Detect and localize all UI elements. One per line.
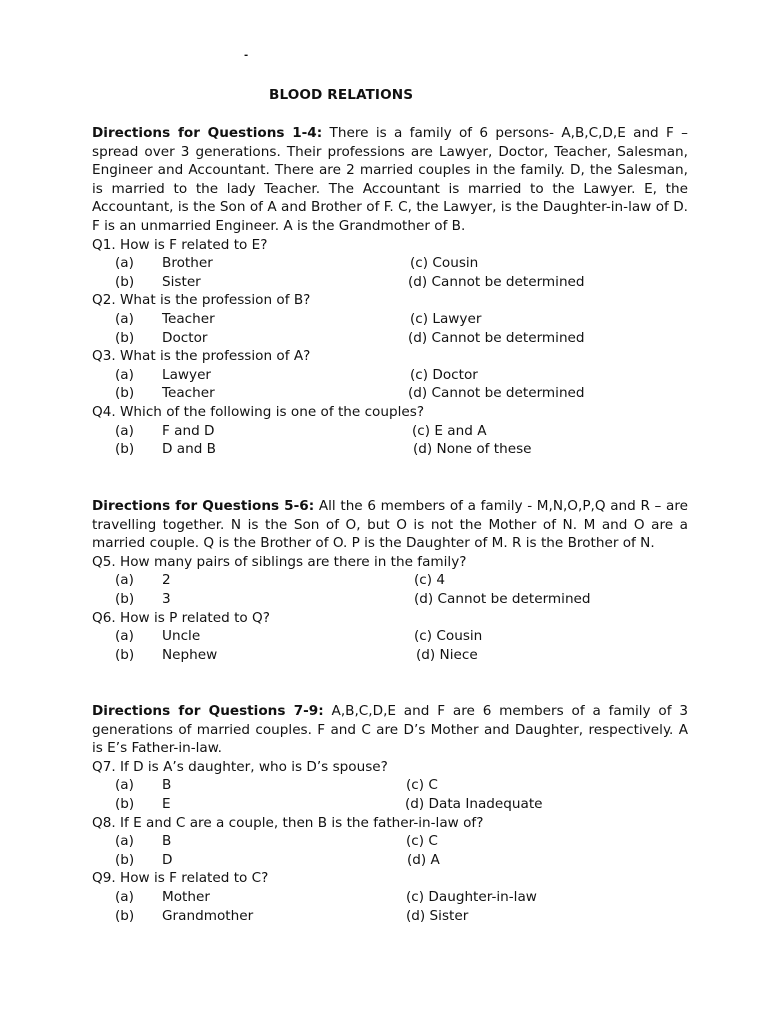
option-text: Teacher [162,385,215,402]
option-text: (d) A [407,851,440,868]
option-letter: (b) [115,385,135,402]
question-item [92,553,688,609]
option-text: (c) Cousin [414,628,483,645]
option-row [92,627,688,646]
option-letter: (a) [115,422,134,439]
question-item [92,869,688,925]
option-letter: (a) [115,833,134,850]
option-letter: (a) [115,572,134,589]
question-text: Q6. How is P related to Q? [92,609,270,626]
option-letter: (b) [115,329,135,346]
question-text: Q1. How is F related to E? [92,236,268,253]
option-row [92,907,688,926]
option-text: Grandmother [162,907,254,924]
option-row [92,795,688,814]
option-row [92,384,688,403]
option-letter: (a) [115,777,134,794]
option-row [92,571,688,590]
question-text: Q9. How is F related to C? [92,870,269,887]
stray-mark: - [244,50,249,61]
question-item [92,758,688,814]
question-text: Q3. What is the profession of A? [92,348,311,365]
option-text: F and D [162,422,215,439]
directions-heading: Directions for Questions 7-9: [92,703,324,719]
question-item [92,291,688,347]
option-letter: (a) [115,366,134,383]
question-text: Q2. What is the profession of B? [92,292,311,309]
question-text: Q5. How many pairs of siblings are there in the family? [92,553,467,570]
option-letter: (a) [115,628,134,645]
option-text: (d) Cannot be determined [408,273,585,290]
option-text: 3 [162,590,171,607]
section-questions-5-6 [92,497,688,664]
option-text: (c) Lawyer [410,310,482,327]
directions-paragraph [92,124,688,236]
option-text: Lawyer [162,366,212,383]
option-text: (c) C [406,833,438,850]
section-questions-1-4 [92,124,688,459]
option-text: Uncle [162,628,201,645]
option-row [92,851,688,870]
option-row [92,776,688,795]
question-text: Q8. If E and C are a couple, then B is the father-in-law of? [92,814,484,831]
option-text: (c) Doctor [410,366,478,383]
option-row [92,832,688,851]
option-text: Mother [162,888,210,905]
option-letter: (a) [115,888,134,905]
directions-paragraph [92,702,688,758]
option-text: 2 [162,572,171,589]
option-text: Brother [162,255,213,272]
page-title: BLOOD RELATIONS [269,87,414,103]
option-row [92,422,688,441]
option-letter: (b) [115,646,135,663]
question-text: Q4. Which of the following is one of the couples? [92,403,425,420]
question-item [92,403,688,459]
option-text: Sister [162,273,201,290]
directions-heading: Directions for Questions 1-4: [92,125,323,141]
question-item [92,236,688,292]
option-text: B [162,777,172,794]
option-text: Nephew [162,646,218,663]
directions-text: There is a family of 6 persons- A,B,C,D,E and F – spread over 3 generations. Their professions are Lawyer, Doctor, Teacher, Salesman, Engineer and Accountant. There are 2 married couples in the family. D, the Salesman, is married to the lady Teacher. The Accountant is married to the Lawyer. E, the Accountant, is the Son of A and Brother of F. C, the Lawyer, is the Daughter-in-law of D. F is an unmarried Engineer. A is the Grandmother of B. [92,125,688,234]
option-letter: (a) [115,255,134,272]
option-text: D and B [162,441,217,458]
question-item [92,609,688,665]
option-row [92,646,688,665]
option-row [92,310,688,329]
option-text: (d) Data Inadequate [405,795,543,812]
option-text: (c) Cousin [410,255,479,272]
option-letter: (b) [115,590,135,607]
question-item [92,347,688,403]
option-row [92,888,688,907]
option-text: Doctor [162,329,208,346]
option-row [92,329,688,348]
option-letter: (b) [115,795,135,812]
option-row [92,590,688,609]
directions-paragraph [92,497,688,553]
directions-text: All the 6 members of a family - M,N,O,P,Q and R – are travelling together. N is the Son of O, but O is not the Mother of N. M and O are a married couple. Q is the Brother of O. P is the Daughter of M. R is the Brother of N. [92,498,688,552]
option-text: (d) None of these [413,441,532,458]
option-row [92,273,688,292]
option-row [92,254,688,273]
option-text: (c) Daughter-in-law [406,888,537,905]
option-text: (c) E and A [412,422,487,439]
option-text: (c) 4 [414,572,446,589]
option-row [92,366,688,385]
option-row [92,440,688,459]
option-text: (d) Cannot be determined [414,590,591,607]
option-letter: (b) [115,441,135,458]
directions-heading: Directions for Questions 5-6: [92,498,315,514]
section-questions-7-9 [92,702,688,925]
question-item [92,814,688,870]
option-letter: (b) [115,851,135,868]
question-text: Q7. If D is A’s daughter, who is D’s spouse? [92,758,388,775]
directions-text: A,B,C,D,E and F are 6 members of a family of 3 generations of married couples. F and C are D’s Mother and Daughter, respectively. A is E’s Father-in-law. [92,703,688,757]
option-text: (d) Niece [416,646,478,663]
option-text: E [162,795,171,812]
option-letter: (b) [115,273,135,290]
option-text: (d) Cannot be determined [408,385,585,402]
option-text: B [162,833,172,850]
option-text: (d) Cannot be determined [408,329,585,346]
option-text: (c) C [406,777,438,794]
option-letter: (a) [115,310,134,327]
option-text: D [162,851,173,868]
option-text: (d) Sister [406,907,469,924]
option-text: Teacher [162,310,215,327]
option-letter: (b) [115,907,135,924]
